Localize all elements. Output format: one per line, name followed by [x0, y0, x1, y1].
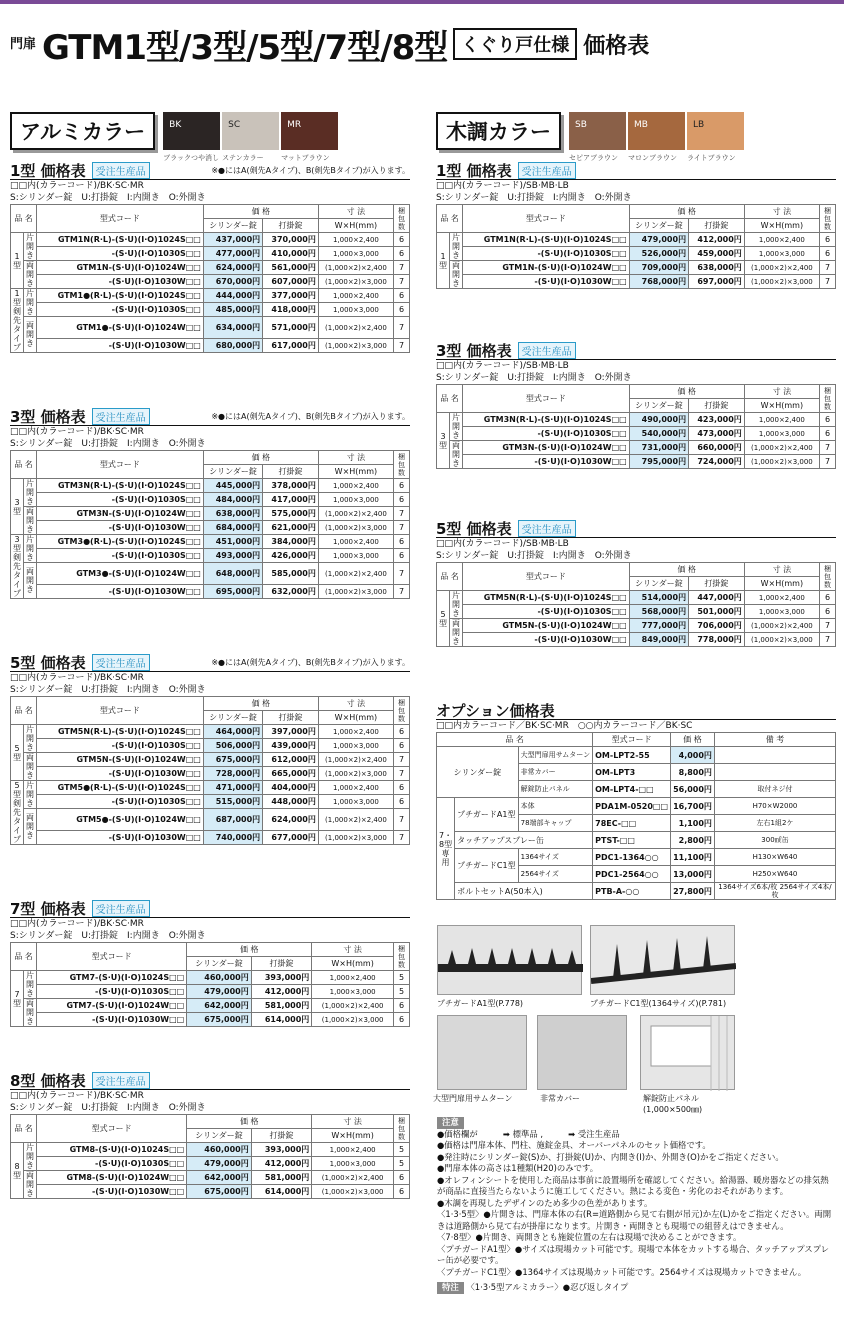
note-line: 〈1·3·5型〉●片開きは、門扉本体の右(R=道路側から見て右側が吊元)か左(L)かをご指定ください。両開きは道路側から見て右が掛扉になります。片開き・両開きとも現場での組替えはできません。: [437, 1209, 832, 1231]
anti-unlock-panel-photo: [640, 1015, 735, 1090]
option-row: タッチアップスプレー缶 PTST-□□ 2,800円 300㎖缶: [437, 832, 836, 849]
alu-color-header: アルミカラー BK ブラックつや消し SC ステンカラー MR マットブラウン: [10, 112, 338, 150]
anti-unlock-panel-size: (1,000×500㎜): [643, 1105, 703, 1114]
note-line: ●発注時にシリンダー錠(S)か、打掛錠(U)か、内開き(I)か、外開き(O)かをご指定ください。: [437, 1151, 784, 1162]
option-row: 78端部キャップ 78EC-□□ 1,100円 左右1組2ケ: [437, 815, 836, 832]
thumb-turn-caption: 大型門扉用サムターン: [433, 1094, 513, 1103]
note-line: ●価格欄が ➡ 標準品 , ➡ 受注生産品: [437, 1128, 620, 1139]
top-bar: [0, 0, 844, 17]
note-line: 〈プチガードA1型〉●サイズは現場カット可能です。現場で本体をカットする場合、タッチアップスプレー缶が必要です。: [437, 1243, 830, 1265]
color-swatch-sb: SB セピアブラウン: [569, 112, 626, 150]
thumb-turn-photo: [437, 1015, 527, 1090]
table-row: -(S·U)(I·O)1030W□□ 695,000円 632,000円 (1,000×2)×3,000 7: [11, 585, 410, 599]
table-row: 両開き GTM5N-(S·U)(I·O)1024W□□ 675,000円 612,000円 (1,000×2)×2,400 7: [11, 753, 410, 767]
option-table: 品 名 型式コード 価 格 備 考 シリンダー錠 大型門扉用サムターン OM-LPT2-55 4,000円 非常カバー OM-LPT3 8,800円 解錠防止パネル OM-LPT4-□□ 56,000円 取付ネジ付 7・8型専用 プチガードA1型 本体 PDA1M-0520□□ 16,700円 H70×W2000 78端部キャップ 78EC-□□ 1,100円 左右1組2ケ タッチアップスプレー缶 PTST-□□ 2,800円 300㎖缶 プチガードC1型 1364サイズ PDC1-1364○○ 11,100円 H130×W640 2564サイズ PDC1-2564○○ 13,000円 H250×W640 ボルトセットA(50本入) PTB-A-○○ 27,800円 1364サイズ6本/枚 2564サイズ4本/枚: [436, 732, 836, 900]
wood-color-header: 木調カラー SB セピアブラウン MB マロンブラウン LB ライトブラウン: [436, 112, 744, 150]
table-row: -(S·U)(I·O)1030W□□ 684,000円 621,000円 (1,000×2)×3,000 7: [11, 521, 410, 535]
table-row: -(S·U)(I·O)1030S□□ 477,000円 410,000円 1,000×3,000 6: [11, 247, 410, 261]
option-row: シリンダー錠 大型門扉用サムターン OM-LPT2-55 4,000円: [437, 747, 836, 764]
note-line: ●オレフィンシートを使用した商品は事前に設置場所を確認してください。給湯器、暖房器などの排気熱が商品に直接当たらないように施工してください。熱による変色・劣化のおそれがあります。: [437, 1174, 829, 1196]
note-line: ●木調を再現したデザインのため多少の色差があります。: [437, 1197, 653, 1208]
notes-section: 注意 ●価格欄が ➡ 標準品 , ➡ 受注生産品 ●価格は門扉本体、門柱、施錠金具、オーバーパネルのセット価格です。 ●発注時にシリンダー錠(S)か、打掛錠(U)か、内開き(I)か、外開き(O)かをご指定ください。 ●門扉本体の高さは1種類(H20)のみです。 ●オレフィンシートを使用した商品は事前に設置場所を確認してください。給湯器、暖房器などの排気熱が商品に直接当たらないように施工してください。熱による変色・劣化のおそれがあります。 ●木調を再現したデザインのため多少の色差があります。 〈1·3·5型〉●片開きは、門扉本体の右(R=道路側から見て右側が吊元)か左(L)かをご指定ください。両開きは道路側から見て右が掛扉になります。片開き・両開きとも現場での組替えはできません。 〈7·8型〉●片開き、両開きとも施錠位置の左右は現場で決めることができます。 〈プチガードA1型〉●サイズは現場カット可能です。現場で本体をカットする場合、タッチアップスプレー缶が必要です。 〈プチガードC1型〉●1364サイズは現場カット可能です。2564サイズは現場カットできません。 特注 〈1·3·5型アルミカラー〉●忍び返しタイプ: [437, 1117, 837, 1294]
table-row: -(S·U)(I·O)1030S□□ 568,000円 501,000円 1,000×3,000 6: [437, 605, 836, 619]
table-row: 3型 片開き GTM3N(R·L)-(S·U)(I·O)1024S□□ 490,000円 423,000円 1,000×2,400 6: [437, 413, 836, 427]
price-table: 品 名 型式コード 価 格 寸 法 梱包数 シリンダー錠 打掛錠 W×H(mm) 1型 片開き GTM1N(R·L)-(S·U)(I·O)1024S□□ 437,000円 370,000円 1,000×2,400 6 -(S·U)(I·O)1030S□□ 477,000円 410,000円 1,000×3,000 6 両開き GTM1N-(S·U)(I·O)1024W□□ 624,000円 561,000円 (1,000×2)×2,400 7 -(S·U)(I·O)1030W□□ 670,000円 607,000円 (1,000×2)×3,000 7 1型剣先タイプ 片開き GTM1●(R·L)-(S·U)(I·O)1024S□□ 444,000円 377,000円 1,000×2,400 6 -(S·U)(I·O)1030S□□ 485,000円 418,000円 1,000×3,000 6 両開き GTM1●-(S·U)(I·O)1024W□□ 634,000円 571,000円 (1,000×2)×2,400 7 -(S·U)(I·O)1030W□□ 680,000円 617,000円 (1,000×2)×3,000 7: [10, 204, 410, 353]
emergency-cover-photo: [537, 1015, 627, 1090]
table-row: -(S·U)(I·O)1030W□□ 795,000円 724,000円 (1,000×2)×3,000 7: [437, 455, 836, 469]
price-section: 1型 価格表 受注生産品 ※●にはA(剣先Aタイプ)、B(剣先Bタイプ)が入ります。 □□内(カラーコード)/BK·SC·MR S:シリンダー錠 U:打掛錠 I:内開き O:外開き 品 名 型式コード 価 格 寸 法 梱包数 シリンダー錠 打掛錠 W×H(mm) 1型 片開き GTM1N(R·L)-(S·U)(I·O)1024S□□ 437,000円 370,000円 1,000×2,400 6 -(S·U)(I·O)1030S□□ 477,000円 410,000円 1,000×3,000 6 両開き GTM1N-(S·U)(I·O)1024W□□ 624,000円 561,000円 (1,000×2)×2,400 7 -(S·U)(I·O)1030W□□ 670,000円 607,000円 (1,000×2)×3,000 7 1型剣先タイプ 片開き GTM1●(R·L)-(S·U)(I·O)1024S□□ 444,000円 377,000円 1,000×2,400 6 -(S·U)(I·O)1030S□□ 485,000円 418,000円 1,000×3,000 6 両開き GTM1●-(S·U)(I·O)1024W□□ 634,000円 571,000円 (1,000×2)×2,400 7 -(S·U)(I·O)1030W□□ 680,000円 617,000円 (1,000×2)×3,000 7: [10, 162, 410, 352]
color-swatch-lb: LB ライトブラウン: [687, 112, 744, 150]
price-section: 7型 価格表 受注生産品 □□内(カラーコード)/BK·SC·MR S:シリンダー錠 U:打掛錠 I:内開き O:外開き 品 名 型式コード 価 格 寸 法 梱包数 シリンダー錠 打掛錠 W×H(mm) 7型 片開き GTM7-(S·U)(I·O)1024S□□ 460,000円 393,000円 1,000×2,400 5 -(S·U)(I·O)1030S□□ 479,000円 412,000円 1,000×3,000 5 両開き GTM7-(S·U)(I·O)1024W□□ 642,000円 581,000円 (1,000×2)×2,400 6 -(S·U)(I·O)1030W□□ 675,000円 614,000円 (1,000×2)×3,000 6: [10, 900, 410, 1027]
table-row: 3型 片開き GTM3N(R·L)-(S·U)(I·O)1024S□□ 445,000円 378,000円 1,000×2,400 6: [11, 479, 410, 493]
table-row: -(S·U)(I·O)1030W□□ 680,000円 617,000円 (1,000×2)×3,000 7: [11, 339, 410, 353]
price-section: 5型 価格表 受注生産品 ※●にはA(剣先Aタイプ)、B(剣先Bタイプ)が入ります。 □□内(カラーコード)/BK·SC·MR S:シリンダー錠 U:打掛錠 I:内開き O:外開き 品 名 型式コード 価 格 寸 法 梱包数 シリンダー錠 打掛錠 W×H(mm) 5型 片開き GTM5N(R·L)-(S·U)(I·O)1024S□□ 464,000円 397,000円 1,000×2,400 6 -(S·U)(I·O)1030S□□ 506,000円 439,000円 1,000×3,000 6 両開き GTM5N-(S·U)(I·O)1024W□□ 675,000円 612,000円 (1,000×2)×2,400 7 -(S·U)(I·O)1030W□□ 728,000円 665,000円 (1,000×2)×3,000 7 5型剣先タイプ 片開き GTM5●(R·L)-(S·U)(I·O)1024S□□ 471,000円 404,000円 1,000×2,400 6 -(S·U)(I·O)1030S□□ 515,000円 448,000円 1,000×3,000 6 両開き GTM5●-(S·U)(I·O)1024W□□ 687,000円 624,000円 (1,000×2)×2,400 7 -(S·U)(I·O)1030W□□ 740,000円 677,000円 (1,000×2)×3,000 7: [10, 654, 410, 844]
table-row: -(S·U)(I·O)1030W□□ 728,000円 665,000円 (1,000×2)×3,000 7: [11, 767, 410, 781]
option-section: オプション価格表 □□内カラーコード／BK·SC·MR ○○内カラーコード／BK·SC 品 名 型式コード 価 格 備 考 シリンダー錠 大型門扉用サムターン OM-LPT2-55 4,000円 非常カバー OM-LPT3 8,800円 解錠防止パネル OM-LPT4-□□ 56,000円 取付ネジ付 7・8型専用 プチガードA1型 本体 PDA1M-0520□□ 16,700円 H70×W2000 78端部キャップ 78EC-□□ 1,100円 左右1組2ケ タッチアップスプレー缶 PTST-□□ 2,800円 300㎖缶 プチガードC1型 1364サイズ PDC1-1364○○ 11,100円 H130×W640 2564サイズ PDC1-2564○○ 13,000円 H250×W640 ボルトセットA(50本入) PTB-A-○○ 27,800円 1364サイズ6本/枚 2564サイズ4本/枚: [436, 701, 836, 900]
price-table: 品 名 型式コード 価 格 寸 法 梱包数 シリンダー錠 打掛錠 W×H(mm) 5型 片開き GTM5N(R·L)-(S·U)(I·O)1024S□□ 464,000円 397,000円 1,000×2,400 6 -(S·U)(I·O)1030S□□ 506,000円 439,000円 1,000×3,000 6 両開き GTM5N-(S·U)(I·O)1024W□□ 675,000円 612,000円 (1,000×2)×2,400 7 -(S·U)(I·O)1030W□□ 728,000円 665,000円 (1,000×2)×3,000 7 5型剣先タイプ 片開き GTM5●(R·L)-(S·U)(I·O)1024S□□ 471,000円 404,000円 1,000×2,400 6 -(S·U)(I·O)1030S□□ 515,000円 448,000円 1,000×3,000 6 両開き GTM5●-(S·U)(I·O)1024W□□ 687,000円 624,000円 (1,000×2)×2,400 7 -(S·U)(I·O)1030W□□ 740,000円 677,000円 (1,000×2)×3,000 7: [10, 696, 410, 845]
table-row: -(S·U)(I·O)1030W□□ 768,000円 697,000円 (1,000×2)×3,000 7: [437, 275, 836, 289]
table-row: -(S·U)(I·O)1030W□□ 670,000円 607,000円 (1,000×2)×3,000 7: [11, 275, 410, 289]
note-line: ●価格は門扉本体、門柱、施錠金具、オーバーパネルのセット価格です。: [437, 1140, 711, 1150]
table-row: -(S·U)(I·O)1030W□□ 740,000円 677,000円 (1,000×2)×3,000 7: [11, 831, 410, 845]
option-row: 2564サイズ PDC1-2564○○ 13,000円 H250×W640: [437, 866, 836, 883]
table-row: -(S·U)(I·O)1030S□□ 506,000円 439,000円 1,000×3,000 6: [11, 739, 410, 753]
anti-unlock-panel-caption: 解錠防止パネル: [643, 1094, 699, 1103]
table-row: 両開き GTM5●-(S·U)(I·O)1024W□□ 687,000円 624,000円 (1,000×2)×2,400 7: [11, 809, 410, 831]
table-row: 両開き GTM1N-(S·U)(I·O)1024W□□ 624,000円 561,000円 (1,000×2)×2,400 7: [11, 261, 410, 275]
petit-guard-c1-photo: [590, 925, 735, 995]
color-swatch-sc: SC ステンカラー: [222, 112, 279, 150]
table-row: -(S·U)(I·O)1030W□□ 675,000円 614,000円 (1,000×2)×3,000 6: [11, 1013, 410, 1027]
price-table: 品 名 型式コード 価 格 寸 法 梱包数 シリンダー錠 打掛錠 W×H(mm) 3型 片開き GTM3N(R·L)-(S·U)(I·O)1024S□□ 490,000円 423,000円 1,000×2,400 6 -(S·U)(I·O)1030S□□ 540,000円 473,000円 1,000×3,000 6 両開き GTM3N-(S·U)(I·O)1024W□□ 731,000円 660,000円 (1,000×2)×2,400 7 -(S·U)(I·O)1030W□□ 795,000円 724,000円 (1,000×2)×3,000 7: [436, 384, 836, 469]
table-row: 1型剣先タイプ 片開き GTM1●(R·L)-(S·U)(I·O)1024S□□ 444,000円 377,000円 1,000×2,400 6: [11, 289, 410, 303]
price-table: 品 名 型式コード 価 格 寸 法 梱包数 シリンダー錠 打掛錠 W×H(mm) 1型 片開き GTM1N(R·L)-(S·U)(I·O)1024S□□ 479,000円 412,000円 1,000×2,400 6 -(S·U)(I·O)1030S□□ 526,000円 459,000円 1,000×3,000 6 両開き GTM1N-(S·U)(I·O)1024W□□ 709,000円 638,000円 (1,000×2)×2,400 7 -(S·U)(I·O)1030W□□ 768,000円 697,000円 (1,000×2)×3,000 7: [436, 204, 836, 289]
price-table: 品 名 型式コード 価 格 寸 法 梱包数 シリンダー錠 打掛錠 W×H(mm) 3型 片開き GTM3N(R·L)-(S·U)(I·O)1024S□□ 445,000円 378,000円 1,000×2,400 6 -(S·U)(I·O)1030S□□ 484,000円 417,000円 1,000×3,000 6 両開き GTM3N-(S·U)(I·O)1024W□□ 638,000円 575,000円 (1,000×2)×2,400 7 -(S·U)(I·O)1030W□□ 684,000円 621,000円 (1,000×2)×3,000 7 3型剣先タイプ 片開き GTM3●(R·L)-(S·U)(I·O)1024S□□ 451,000円 384,000円 1,000×2,400 6 -(S·U)(I·O)1030S□□ 493,000円 426,000円 1,000×3,000 6 両開き GTM3●-(S·U)(I·O)1024W□□ 648,000円 585,000円 (1,000×2)×2,400 7 -(S·U)(I·O)1030W□□ 695,000円 632,000円 (1,000×2)×3,000 7: [10, 450, 410, 599]
table-row: -(S·U)(I·O)1030S□□ 485,000円 418,000円 1,000×3,000 6: [11, 303, 410, 317]
note-line: 〈7·8型〉●片開き、両開きとも施錠位置の左右は現場で決めることができます。: [437, 1232, 742, 1242]
price-table: 品 名 型式コード 価 格 寸 法 梱包数 シリンダー錠 打掛錠 W×H(mm) 5型 片開き GTM5N(R·L)-(S·U)(I·O)1024S□□ 514,000円 447,000円 1,000×2,400 6 -(S·U)(I·O)1030S□□ 568,000円 501,000円 1,000×3,000 6 両開き GTM5N-(S·U)(I·O)1024W□□ 777,000円 706,000円 (1,000×2)×2,400 7 -(S·U)(I·O)1030W□□ 849,000円 778,000円 (1,000×2)×3,000 7: [436, 562, 836, 647]
table-row: 両開き GTM3N-(S·U)(I·O)1024W□□ 731,000円 660,000円 (1,000×2)×2,400 7: [437, 441, 836, 455]
table-row: -(S·U)(I·O)1030W□□ 675,000円 614,000円 (1,000×2)×3,000 6: [11, 1185, 410, 1199]
table-row: 5型 片開き GTM5N(R·L)-(S·U)(I·O)1024S□□ 464,000円 397,000円 1,000×2,400 6: [11, 725, 410, 739]
price-section: 3型 価格表 受注生産品 □□内(カラーコード)/SB·MB·LB S:シリンダー錠 U:打掛錠 I:内開き O:外開き 品 名 型式コード 価 格 寸 法 梱包数 シリンダー錠 打掛錠 W×H(mm) 3型 片開き GTM3N(R·L)-(S·U)(I·O)1024S□□ 490,000円 423,000円 1,000×2,400 6 -(S·U)(I·O)1030S□□ 540,000円 473,000円 1,000×3,000 6 両開き GTM3N-(S·U)(I·O)1024W□□ 731,000円 660,000円 (1,000×2)×2,400 7 -(S·U)(I·O)1030W□□ 795,000円 724,000円 (1,000×2)×3,000 7: [436, 342, 836, 469]
table-row: 8型 片開き GTM8-(S·U)(I·O)1024S□□ 460,000円 393,000円 1,000×2,400 5: [11, 1143, 410, 1157]
table-row: -(S·U)(I·O)1030S□□ 540,000円 473,000円 1,000×3,000 6: [437, 427, 836, 441]
price-section: 3型 価格表 受注生産品 ※●にはA(剣先Aタイプ)、B(剣先Bタイプ)が入ります。 □□内(カラーコード)/BK·SC·MR S:シリンダー錠 U:打掛錠 I:内開き O:外開き 品 名 型式コード 価 格 寸 法 梱包数 シリンダー錠 打掛錠 W×H(mm) 3型 片開き GTM3N(R·L)-(S·U)(I·O)1024S□□ 445,000円 378,000円 1,000×2,400 6 -(S·U)(I·O)1030S□□ 484,000円 417,000円 1,000×3,000 6 両開き GTM3N-(S·U)(I·O)1024W□□ 638,000円 575,000円 (1,000×2)×2,400 7 -(S·U)(I·O)1030W□□ 684,000円 621,000円 (1,000×2)×3,000 7 3型剣先タイプ 片開き GTM3●(R·L)-(S·U)(I·O)1024S□□ 451,000円 384,000円 1,000×2,400 6 -(S·U)(I·O)1030S□□ 493,000円 426,000円 1,000×3,000 6 両開き GTM3●-(S·U)(I·O)1024W□□ 648,000円 585,000円 (1,000×2)×2,400 7 -(S·U)(I·O)1030W□□ 695,000円 632,000円 (1,000×2)×3,000 7: [10, 408, 410, 598]
color-swatch-mr: MR マットブラウン: [281, 112, 338, 150]
table-row: -(S·U)(I·O)1030S□□ 484,000円 417,000円 1,000×3,000 6: [11, 493, 410, 507]
table-row: -(S·U)(I·O)1030S□□ 479,000円 412,000円 1,000×3,000 5: [11, 1157, 410, 1171]
price-table: 品 名 型式コード 価 格 寸 法 梱包数 シリンダー錠 打掛錠 W×H(mm) 8型 片開き GTM8-(S·U)(I·O)1024S□□ 460,000円 393,000円 1,000×2,400 5 -(S·U)(I·O)1030S□□ 479,000円 412,000円 1,000×3,000 5 両開き GTM8-(S·U)(I·O)1024W□□ 642,000円 581,000円 (1,000×2)×2,400 6 -(S·U)(I·O)1030W□□ 675,000円 614,000円 (1,000×2)×3,000 6: [10, 1114, 410, 1199]
page-title: 門扉 GTM1型/3型/5型/7型/8型 くぐり戸仕様 価格表: [10, 27, 650, 68]
table-row: 5型 片開き GTM5N(R·L)-(S·U)(I·O)1024S□□ 514,000円 447,000円 1,000×2,400 6: [437, 591, 836, 605]
table-row: 3型剣先タイプ 片開き GTM3●(R·L)-(S·U)(I·O)1024S□□ 451,000円 384,000円 1,000×2,400 6: [11, 535, 410, 549]
option-row: ボルトセットA(50本入) PTB-A-○○ 27,800円 1364サイズ6本/枚 2564サイズ4本/枚: [437, 883, 836, 900]
option-row: 7・8型専用 プチガードA1型 本体 PDA1M-0520□□ 16,700円 H70×W2000: [437, 798, 836, 815]
option-row: プチガードC1型 1364サイズ PDC1-1364○○ 11,100円 H130×W640: [437, 849, 836, 866]
table-row: 両開き GTM1N-(S·U)(I·O)1024W□□ 709,000円 638,000円 (1,000×2)×2,400 7: [437, 261, 836, 275]
table-row: 両開き GTM7-(S·U)(I·O)1024W□□ 642,000円 581,000円 (1,000×2)×2,400 6: [11, 999, 410, 1013]
petit-guard-a1-caption: プチガードA1型(P.778): [437, 999, 524, 1008]
table-row: -(S·U)(I·O)1030S□□ 493,000円 426,000円 1,000×3,000 6: [11, 549, 410, 563]
price-section: 1型 価格表 受注生産品 □□内(カラーコード)/SB·MB·LB S:シリンダー錠 U:打掛錠 I:内開き O:外開き 品 名 型式コード 価 格 寸 法 梱包数 シリンダー錠 打掛錠 W×H(mm) 1型 片開き GTM1N(R·L)-(S·U)(I·O)1024S□□ 479,000円 412,000円 1,000×2,400 6 -(S·U)(I·O)1030S□□ 526,000円 459,000円 1,000×3,000 6 両開き GTM1N-(S·U)(I·O)1024W□□ 709,000円 638,000円 (1,000×2)×2,400 7 -(S·U)(I·O)1030W□□ 768,000円 697,000円 (1,000×2)×3,000 7: [436, 162, 836, 289]
note-line: ●門扉本体の高さは1種類(H20)のみです。: [437, 1163, 599, 1173]
petit-guard-c1-caption: プチガードC1型(1364サイズ)(P.781): [590, 999, 727, 1008]
color-swatch-bk: BK ブラックつや消し: [163, 112, 220, 150]
table-row: 1型 片開き GTM1N(R·L)-(S·U)(I·O)1024S□□ 437,000円 370,000円 1,000×2,400 6: [11, 233, 410, 247]
petit-guard-a1-photo: [437, 925, 582, 995]
option-row: 解錠防止パネル OM-LPT4-□□ 56,000円 取付ネジ付: [437, 781, 836, 798]
color-swatch-mb: MB マロンブラウン: [628, 112, 685, 150]
price-table: 品 名 型式コード 価 格 寸 法 梱包数 シリンダー錠 打掛錠 W×H(mm) 7型 片開き GTM7-(S·U)(I·O)1024S□□ 460,000円 393,000円 1,000×2,400 5 -(S·U)(I·O)1030S□□ 479,000円 412,000円 1,000×3,000 5 両開き GTM7-(S·U)(I·O)1024W□□ 642,000円 581,000円 (1,000×2)×2,400 6 -(S·U)(I·O)1030W□□ 675,000円 614,000円 (1,000×2)×3,000 6: [10, 942, 410, 1027]
table-row: -(S·U)(I·O)1030S□□ 526,000円 459,000円 1,000×3,000 6: [437, 247, 836, 261]
note-line: 〈プチガードC1型〉●1364サイズは現場カット可能です。2564サイズは現場カットできません。: [437, 1266, 807, 1277]
table-row: 5型剣先タイプ 片開き GTM5●(R·L)-(S·U)(I·O)1024S□□ 471,000円 404,000円 1,000×2,400 6: [11, 781, 410, 795]
price-section: 8型 価格表 受注生産品 □□内(カラーコード)/BK·SC·MR S:シリンダー錠 U:打掛錠 I:内開き O:外開き 品 名 型式コード 価 格 寸 法 梱包数 シリンダー錠 打掛錠 W×H(mm) 8型 片開き GTM8-(S·U)(I·O)1024S□□ 460,000円 393,000円 1,000×2,400 5 -(S·U)(I·O)1030S□□ 479,000円 412,000円 1,000×3,000 5 両開き GTM8-(S·U)(I·O)1024W□□ 642,000円 581,000円 (1,000×2)×2,400 6 -(S·U)(I·O)1030W□□ 675,000円 614,000円 (1,000×2)×3,000 6: [10, 1072, 410, 1199]
table-row: 両開き GTM8-(S·U)(I·O)1024W□□ 642,000円 581,000円 (1,000×2)×2,400 6: [11, 1171, 410, 1185]
table-row: 両開き GTM5N-(S·U)(I·O)1024W□□ 777,000円 706,000円 (1,000×2)×2,400 7: [437, 619, 836, 633]
table-row: 両開き GTM3N-(S·U)(I·O)1024W□□ 638,000円 575,000円 (1,000×2)×2,400 7: [11, 507, 410, 521]
table-row: 両開き GTM1●-(S·U)(I·O)1024W□□ 634,000円 571,000円 (1,000×2)×2,400 7: [11, 317, 410, 339]
price-section: 5型 価格表 受注生産品 □□内(カラーコード)/SB·MB·LB S:シリンダー錠 U:打掛錠 I:内開き O:外開き 品 名 型式コード 価 格 寸 法 梱包数 シリンダー錠 打掛錠 W×H(mm) 5型 片開き GTM5N(R·L)-(S·U)(I·O)1024S□□ 514,000円 447,000円 1,000×2,400 6 -(S·U)(I·O)1030S□□ 568,000円 501,000円 1,000×3,000 6 両開き GTM5N-(S·U)(I·O)1024W□□ 777,000円 706,000円 (1,000×2)×2,400 7 -(S·U)(I·O)1030W□□ 849,000円 778,000円 (1,000×2)×3,000 7: [436, 520, 836, 647]
table-row: -(S·U)(I·O)1030S□□ 479,000円 412,000円 1,000×3,000 5: [11, 985, 410, 999]
table-row: 1型 片開き GTM1N(R·L)-(S·U)(I·O)1024S□□ 479,000円 412,000円 1,000×2,400 6: [437, 233, 836, 247]
emergency-cover-caption: 非常カバー: [540, 1094, 580, 1103]
table-row: 両開き GTM3●-(S·U)(I·O)1024W□□ 648,000円 585,000円 (1,000×2)×2,400 7: [11, 563, 410, 585]
table-row: 7型 片開き GTM7-(S·U)(I·O)1024S□□ 460,000円 393,000円 1,000×2,400 5: [11, 971, 410, 985]
table-row: -(S·U)(I·O)1030S□□ 515,000円 448,000円 1,000×3,000 6: [11, 795, 410, 809]
table-row: -(S·U)(I·O)1030W□□ 849,000円 778,000円 (1,000×2)×3,000 7: [437, 633, 836, 647]
option-row: 非常カバー OM-LPT3 8,800円: [437, 764, 836, 781]
